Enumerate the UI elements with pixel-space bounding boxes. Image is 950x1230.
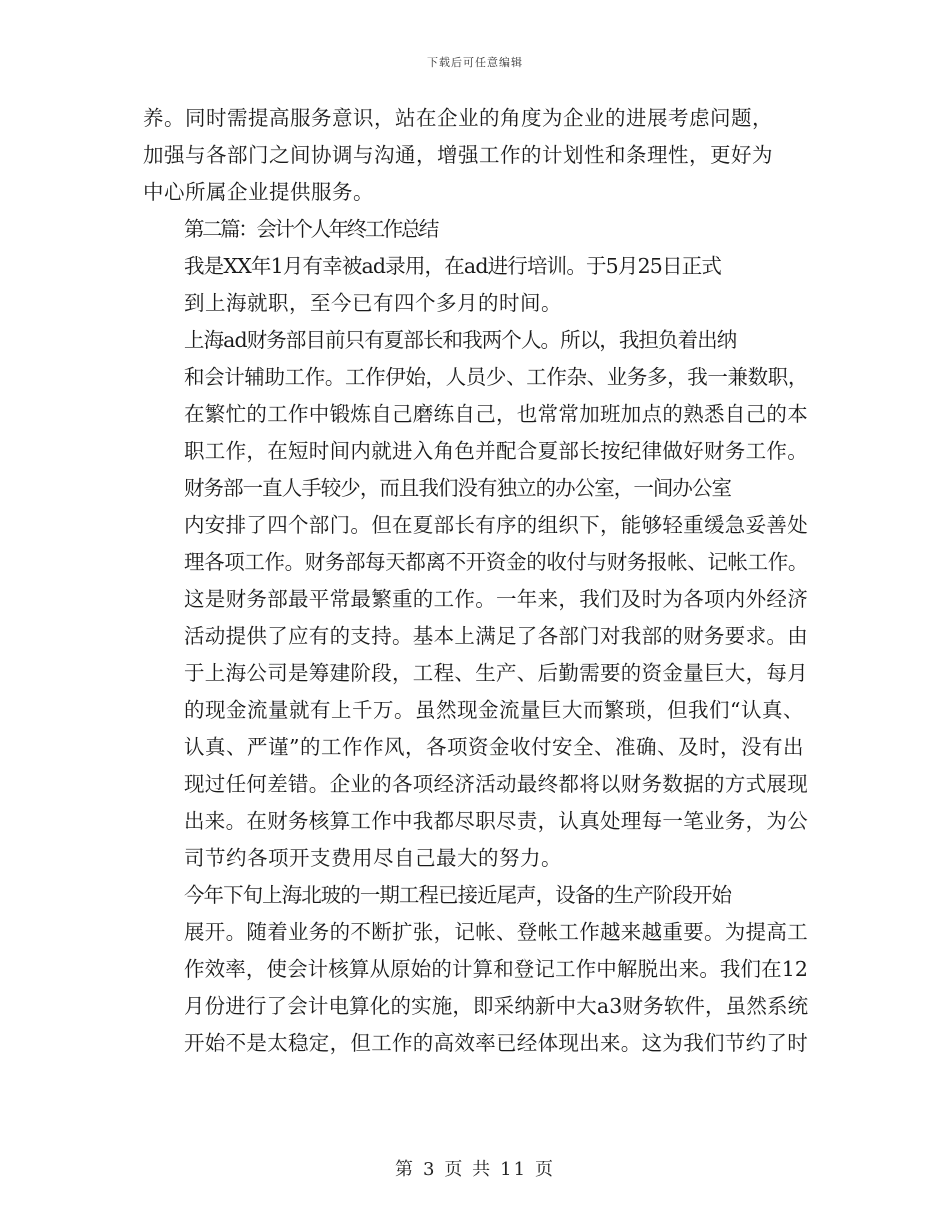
text-line: 于上海公司是筹建阶段，工程、生产、后勤需要的资金量巨大，每月 (184, 661, 808, 685)
text-line: 这是财务部最平常最繁重的工作。一年来，我们及时为各项内外经济 (184, 587, 808, 611)
text-line: 加强与各部门之间协调与沟通，增强工作的计划性和条理性，更好为 (143, 143, 773, 167)
text-line: 月份进行了会计电算化的实施，即采纳新中大a3财务软件，虽然系统 (184, 994, 809, 1018)
footer-suffix: 页 (535, 1159, 556, 1180)
text-line: 出来。在财务核算工作中我都尽职尽责，认真处理每一笔业务，为公 (184, 809, 808, 833)
text-line: 理各项工作。财务部每天都离不开资金的收付与财务报帐、记帐工作。 (184, 550, 808, 574)
paragraph (143, 322, 808, 470)
text-line: 开始不是太稳定，但工作的高效率已经体现出来。这为我们节约了时 (184, 1031, 808, 1055)
text-line: 认真、严谨”的工作作风，各项资金收付安全、准确、及时，没有出 (184, 735, 804, 759)
text-line: 到上海就职，至今已有四个多月的时间。 (184, 291, 562, 315)
text-line: 中心所属企业提供服务。 (143, 180, 374, 204)
text-line: 上海ad财务部目前只有夏部长和我两个人。所以，我担负着出纳 (184, 328, 737, 352)
footer-middle: 页 共 (444, 1159, 493, 1180)
paragraph (143, 470, 808, 877)
text-line: 内安排了四个部门。但在夏部长有序的组织下，能够轻重缓急妥善处 (184, 513, 808, 537)
text-line: 现过任何差错。企业的各项经济活动最终都将以财务数据的方式展现 (184, 772, 808, 796)
text-line: 养。同时需提高服务意识，站在企业的角度为企业的进展考虑问题， (143, 106, 773, 130)
text-line: 作效率，使会计核算从原始的计算和登记工作中解脱出来。我们在12 (184, 957, 809, 981)
footer-prefix: 第 (394, 1159, 415, 1180)
document-body (143, 100, 808, 1062)
text-line: 司节约各项开支费用尽自己最大的努力。 (184, 846, 562, 870)
paragraph (143, 211, 808, 248)
text-line: 活动提供了应有的支持。基本上满足了各部门对我部的财务要求。由 (184, 624, 808, 648)
text-line: 今年下旬上海北玻的一期工程已接近尾声，设备的生产阶段开始 (184, 883, 731, 907)
paragraph (143, 248, 808, 322)
footer-current-page: 3 (422, 1159, 437, 1180)
text-line: 职工作，在短时间内就进入角色并配合夏部长按纪律做好财务工作。 (184, 439, 808, 463)
footer-total-pages: 11 (500, 1159, 528, 1180)
text-line: 的现金流量就有上千万。虽然现金流量巨大而繁琐，但我们“认真、 (184, 698, 804, 722)
text-line: 在繁忙的工作中锻炼自己磨练自己，也常常加班加点的熟悉自己的本 (184, 402, 808, 426)
text-line: 展开。随着业务的不断扩张，记帐、登帐工作越来越重要。为提高工 (184, 920, 808, 944)
text-line: 财务部一直人手较少，而且我们没有独立的办公室，一间办公室 (184, 476, 731, 500)
text-line: 我是XX年1月有幸被ad录用，在ad进行培训。于5月25日正式 (184, 254, 722, 278)
page-header: 下载后可任意编辑 (427, 56, 523, 69)
text-line: 和会计辅助工作。工作伊始，人员少、工作杂、业务多，我一兼数职， (184, 365, 808, 389)
text-line: 第二篇：会计个人年终工作总结 (184, 217, 437, 241)
page-footer (0, 1155, 950, 1181)
paragraph (143, 100, 808, 211)
paragraph (143, 877, 808, 1062)
